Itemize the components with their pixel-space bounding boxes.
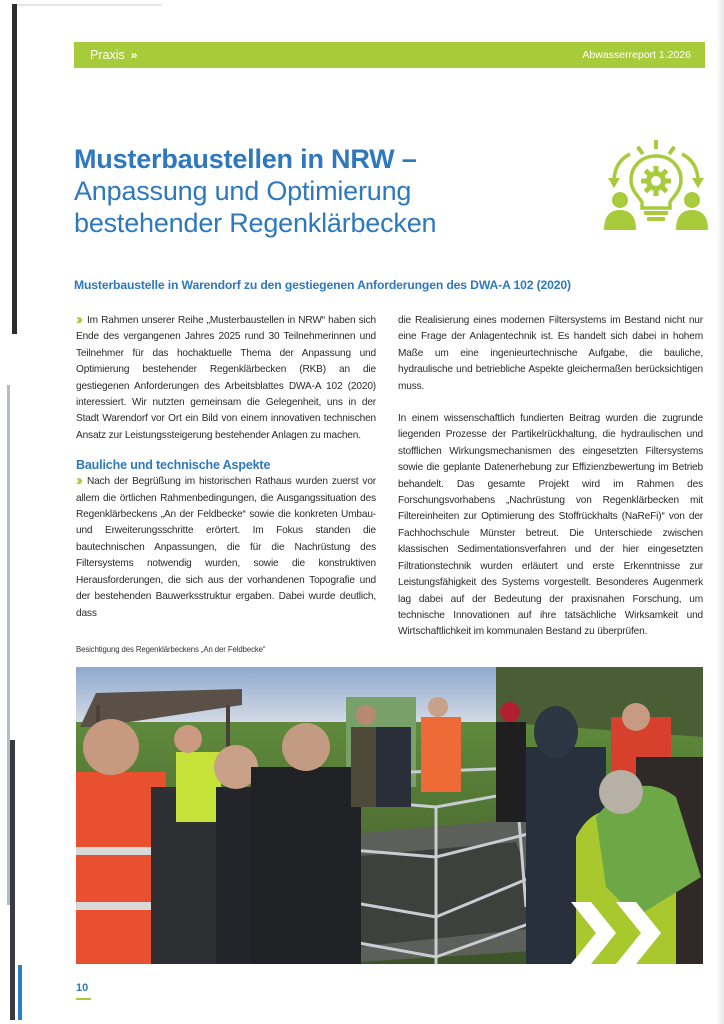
text-column-right bbox=[398, 313, 703, 641]
article-subtitle: Musterbaustelle in Warendorf zu den gestiegenen Anforderungen des DWA-A 102 (2020) bbox=[74, 278, 571, 292]
idea-lightbulb-gear-people-icon bbox=[600, 138, 712, 234]
double-chevron-icon: ›› bbox=[76, 472, 80, 490]
scan-edge-dark-bottom bbox=[10, 740, 15, 1020]
site-visit-photo bbox=[76, 667, 703, 964]
section-label bbox=[90, 48, 135, 62]
scan-edge-top bbox=[12, 4, 162, 6]
intro-paragraph bbox=[76, 313, 376, 444]
title-line-1: Musterbaustellen in NRW – bbox=[74, 144, 417, 174]
article-title bbox=[74, 143, 534, 239]
scan-edge-right bbox=[716, 0, 724, 1024]
right-paragraph-2: In einem wissenschaftlich fundierten Beitrag wurden die zugrunde liegenden Prozesse der Partikelrückhaltung, die hydraulischen und stofflichen Wirkungsmechanismen des eingesetzten Filtersystems sowie die geplante Datenerhebung zur Effizienzbewertung im Betrieb behandelt. Das gesamte Projekt wird im Rahmen des Forschungsvorhabens „Nachrüstung von Regenklärbecken mit Filtereinheiten zur Optimierung des Stoffrückhalts (NaReFi)“ von der Fachhochschule Münster betreut. Die Unterschiede zwischen klassischen Sedimentationsverfahren und der hier eingesetzten Filtrationstechnik wurden erläutert und erste Erkenntnisse zur Leistungsfähigkeit des Systems vorgestellt. Besonderes Augenmerk lag dabei auf der Bedeutung der praxisnahen Forschung, um technische Innovationen auf ihre tatsächliche Wirksamkeit und Wirtschaftlichkeit im kommunalen Bestand zu überprüfen. bbox=[398, 413, 703, 638]
section-name: Praxis bbox=[90, 48, 125, 62]
section-header-bar bbox=[74, 42, 705, 68]
section-heading: Bauliche und technische Aspekte bbox=[76, 458, 271, 473]
title-line-3: bestehender Regenklärbecken bbox=[74, 208, 437, 238]
scan-edge-dark bbox=[12, 4, 17, 334]
photo-caption: Besichtigung des Regenklärbeckens „An der Feldbecke“ bbox=[76, 645, 266, 654]
double-chevron-icon: » bbox=[130, 48, 136, 62]
section-paragraph bbox=[76, 474, 376, 622]
title-line-2: Anpassung und Optimierung bbox=[74, 176, 412, 206]
page-number: 10 bbox=[76, 982, 89, 994]
intro-text: Im Rahmen unserer Reihe „Musterbaustellen in NRW“ haben sich Ende des vergangenen Jahres 2025 rund 30 Teilnehmerinnen und Teilnehmer für das hochaktuelle Thema der Anpassung und Optimierung bestehender Regenklärbecken (RKB) an die gestiegenen Anforderungen des Arbeitsblattes DWA-A 102 (2020) interessiert. Wir nutzten gemeinsam die Gelegenheit, uns in der Stadt Warendorf vor Ort ein Bild von einem innovativen technischen Ansatz zur Leistungssteigerung bestehender Anlagen zu machen. bbox=[76, 315, 376, 441]
text-column-left bbox=[76, 313, 376, 622]
publication-name: Abwasserreport 1.2026 bbox=[582, 49, 691, 61]
scan-edge-blue bbox=[18, 965, 22, 1020]
page-number-underline bbox=[76, 998, 91, 1000]
double-chevron-icon: ›› bbox=[76, 311, 80, 328]
section-text: Nach der Begrüßung im historischen Rathaus wurden zuerst vor allem die örtlichen Rahmenbedingungen, die Ausgangssituation des Regenklärbeckens „An der Feldbecke“ sowie die konkreten Umbau- und Erweiterungsschritte erörtert. Im Fokus standen die bautechnischen Anpassungen, die für die Nachrüstung des Filtersystems notwendig wurden, sowie die konstruktiven Herausforderungen, die sich aus der vorhandenen Topografie und der bestehenden Bauwerksstruktur ergaben. Dabei wurde deutlich, dass bbox=[76, 476, 376, 619]
right-paragraph-1: die Realisierung eines modernen Filtersystems im Bestand nicht nur eine Frage der Anlagentechnik ist. Es handelt sich dabei in hohem Maße um eine ingenieurtechnische Aufgabe, die bauliche, hydraulische und betriebliche Aspekte gleichermaßen berücksichtigen muss. bbox=[398, 315, 703, 392]
